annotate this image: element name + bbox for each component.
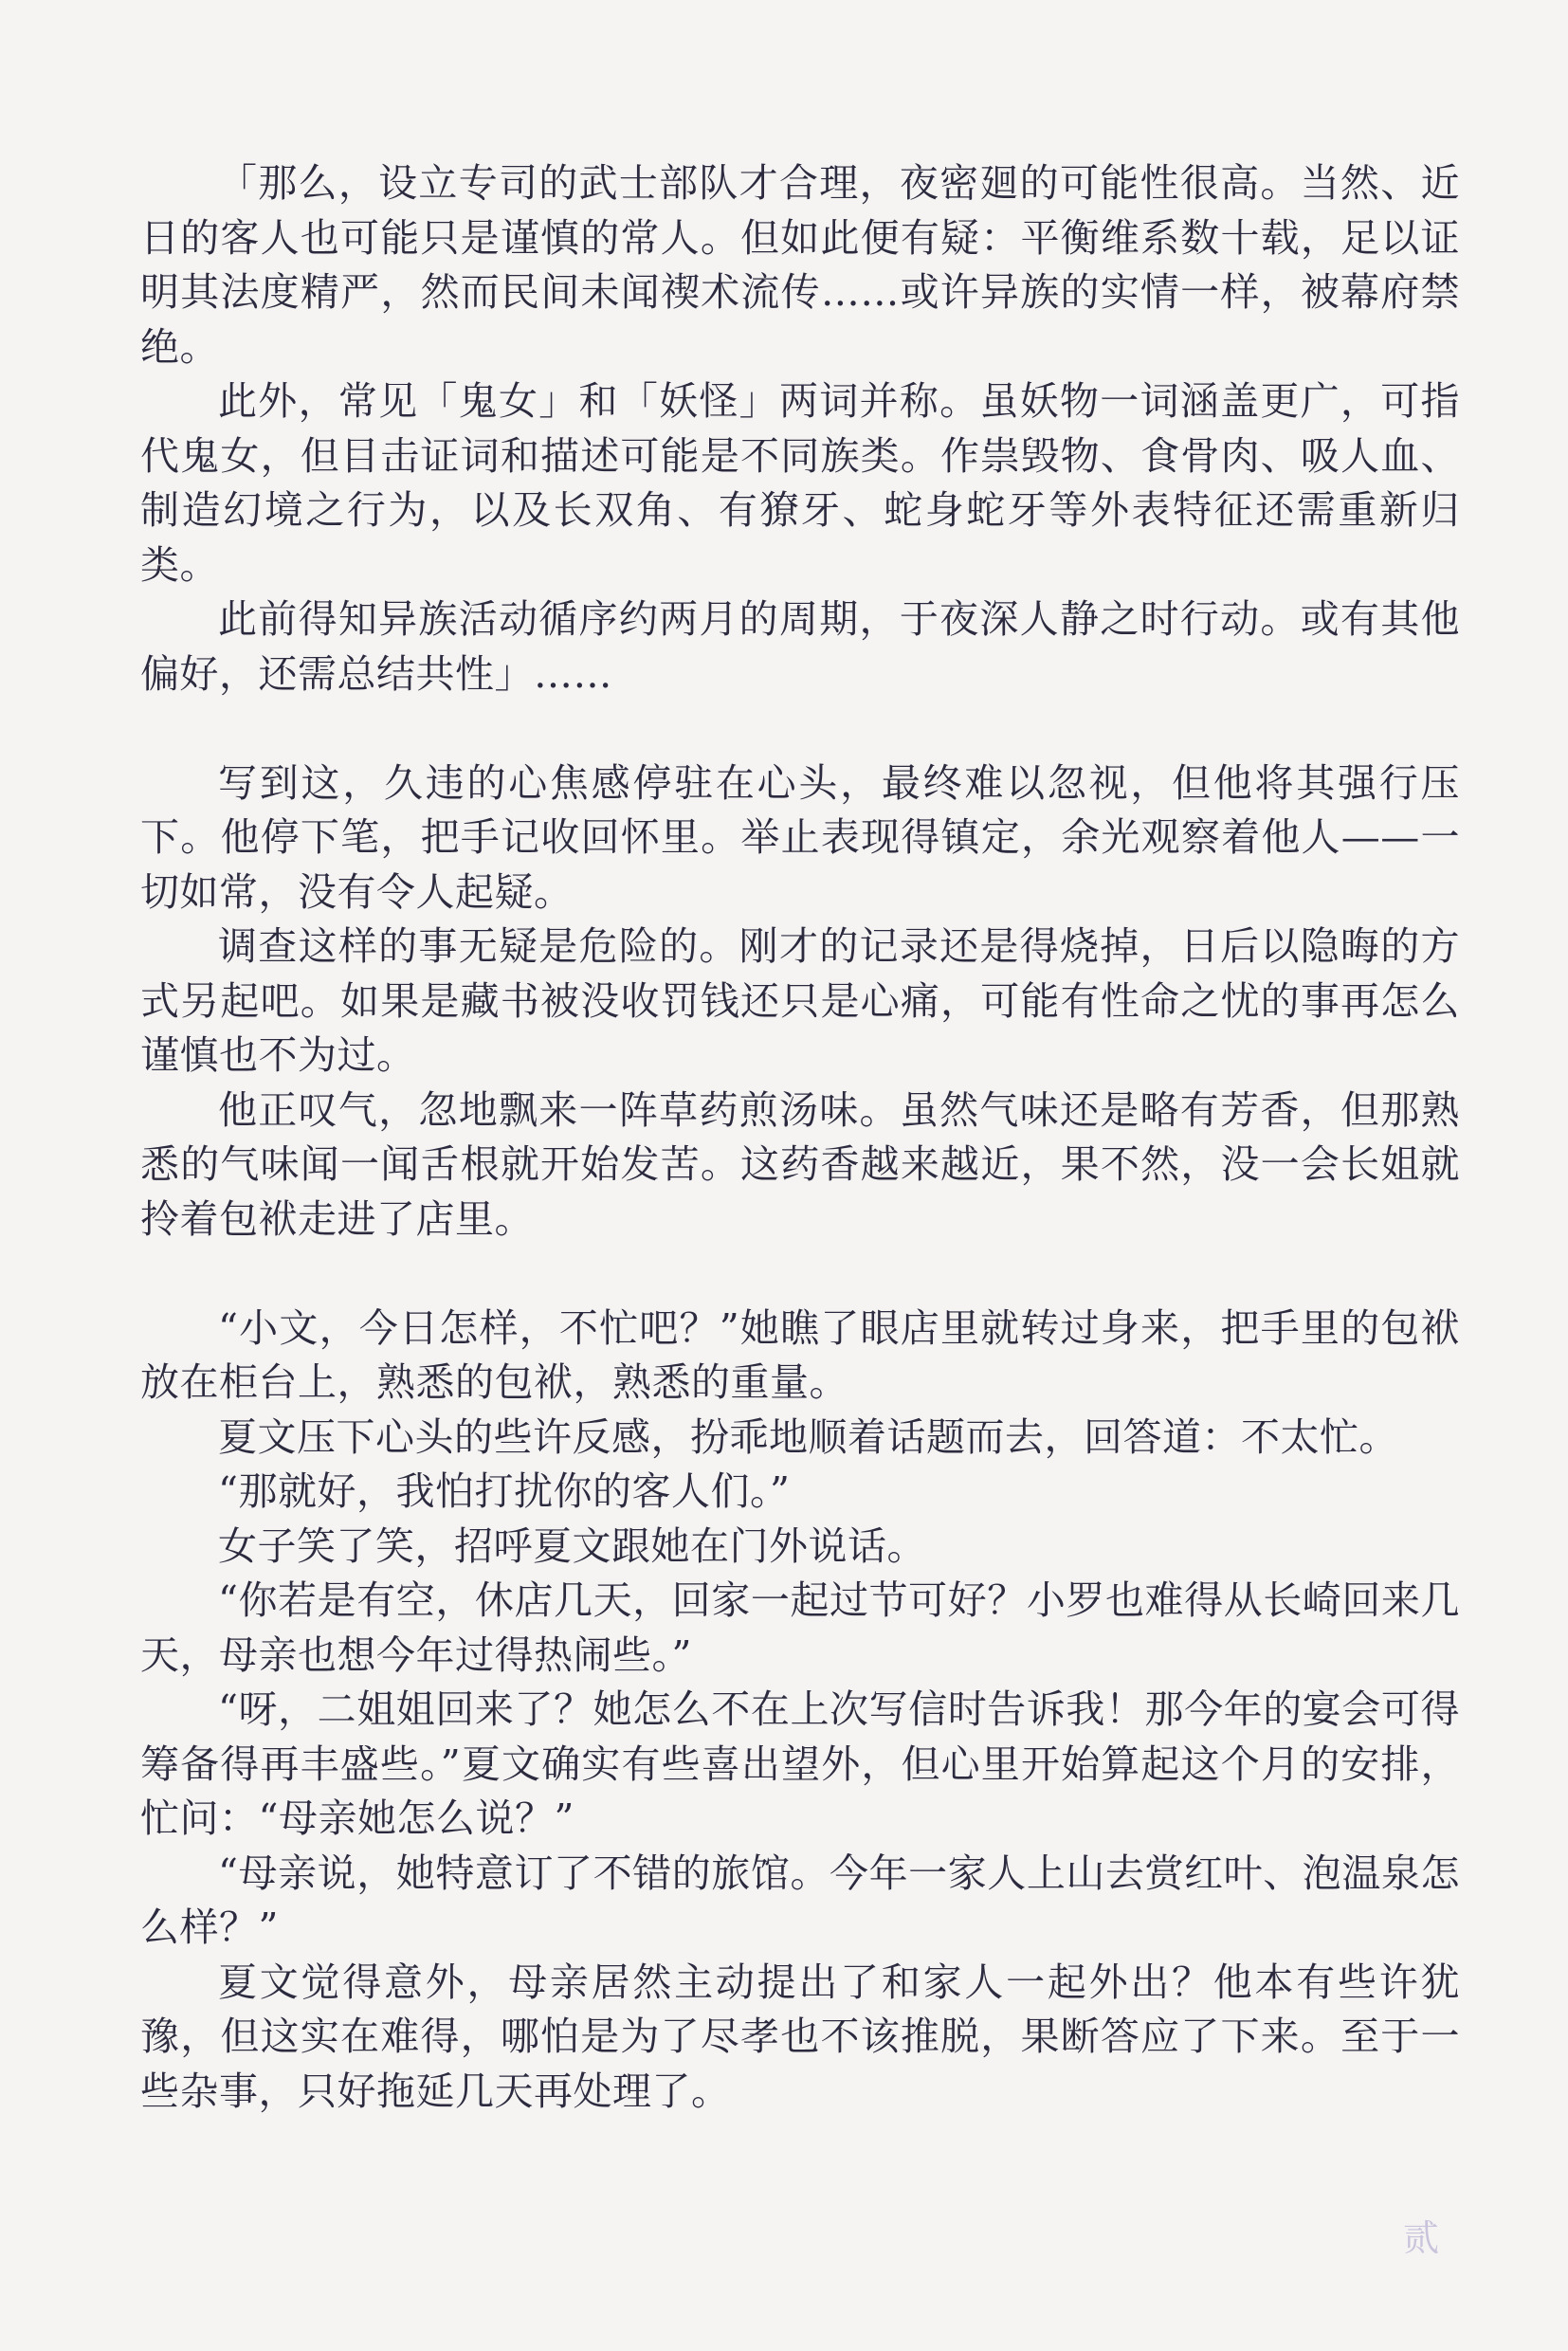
paragraph: 「那么，设立专司的武士部队才合理，夜密廻的可能性很高。当然、近日的客人也可能只是谨慎的常人。但如此便有疑：平衡维系数十载，足以证明其法度精严，然而民间未闻禊术流传……或许异族的实情一样，被幕府禁绝。 (140, 160, 1460, 370)
paragraph: 他正叹气，忽地飘来一阵草药煎汤味。虽然气味还是略有芳香，但那熟悉的气味闻一闻舌根就开始发苦。这药香越来越近，果不然，没一会长姐就拎着包袱走进了店里。 (140, 1086, 1460, 1242)
paragraph: 此前得知异族活动循序约两月的周期，于夜深人静之时行动。或有其他偏好，还需总结共性」…… (140, 596, 1460, 697)
paragraph: 写到这，久违的心焦感停驻在心头，最终难以忽视，但他将其强行压下。他停下笔，把手记收回怀里。举止表现得镇定，余光观察着他人——一切如常，没有令人起疑。 (140, 759, 1460, 915)
paragraph: 此外，常见「鬼女」和「妖怪」两词并称。虽妖物一词涵盖更广，可指代鬼女，但目击证词和描述可能是不同族类。作祟毁物、食骨肉、吸人血、制造幻境之行为，以及长双角、有獠牙、蛇身蛇牙等外表特征还需重新归类。 (140, 378, 1460, 588)
paragraph: “母亲说，她特意订了不错的旅馆。今年一家人上山去赏红叶、泡温泉怎么样？” (140, 1850, 1460, 1950)
paragraph: “小文，今日怎样，不忙吧？”她瞧了眼店里就转过身来，把手里的包袱放在柜台上，熟悉的包袱，熟悉的重量。 (140, 1304, 1460, 1405)
paragraph: 调查这样的事无疑是危险的。刚才的记录还是得烧掉，日后以隐晦的方式另起吧。如果是藏书被没收罚钱还只是心痛，可能有性命之忧的事再怎么谨慎也不为过。 (140, 923, 1460, 1078)
section-break (140, 702, 1460, 756)
body-text (140, 156, 1460, 2119)
paragraph: “你若是有空，休店几天，回家一起过节可好？小罗也难得从长崎回来几天，母亲也想今年过得热闹些。” (140, 1577, 1460, 1678)
paragraph: “呀，二姐姐回来了？她怎么不在上次写信时告诉我！那今年的宴会可得筹备得再丰盛些。”夏文确实有些喜出望外，但心里开始算起这个月的安排，忙问：“母亲她怎么说？” (140, 1686, 1460, 1841)
paragraph: 夏文觉得意外，母亲居然主动提出了和家人一起外出？他本有些许犹豫，但这实在难得，哪怕是为了尽孝也不该推脱，果断答应了下来。至于一些杂事，只好拖延几天再处理了。 (140, 1959, 1460, 2114)
paragraph: “那就好，我怕打扰你的客人们。” (218, 1468, 791, 1514)
paragraph: 女子笑了笑，招呼夏文跟她在门外说话。 (218, 1522, 926, 1569)
paragraph: 夏文压下心头的些许反感，扮乖地顺着话题而去，回答道：不太忙。 (218, 1413, 1398, 1460)
page-number: 贰 (1403, 2217, 1440, 2259)
section-break (140, 1247, 1460, 1302)
